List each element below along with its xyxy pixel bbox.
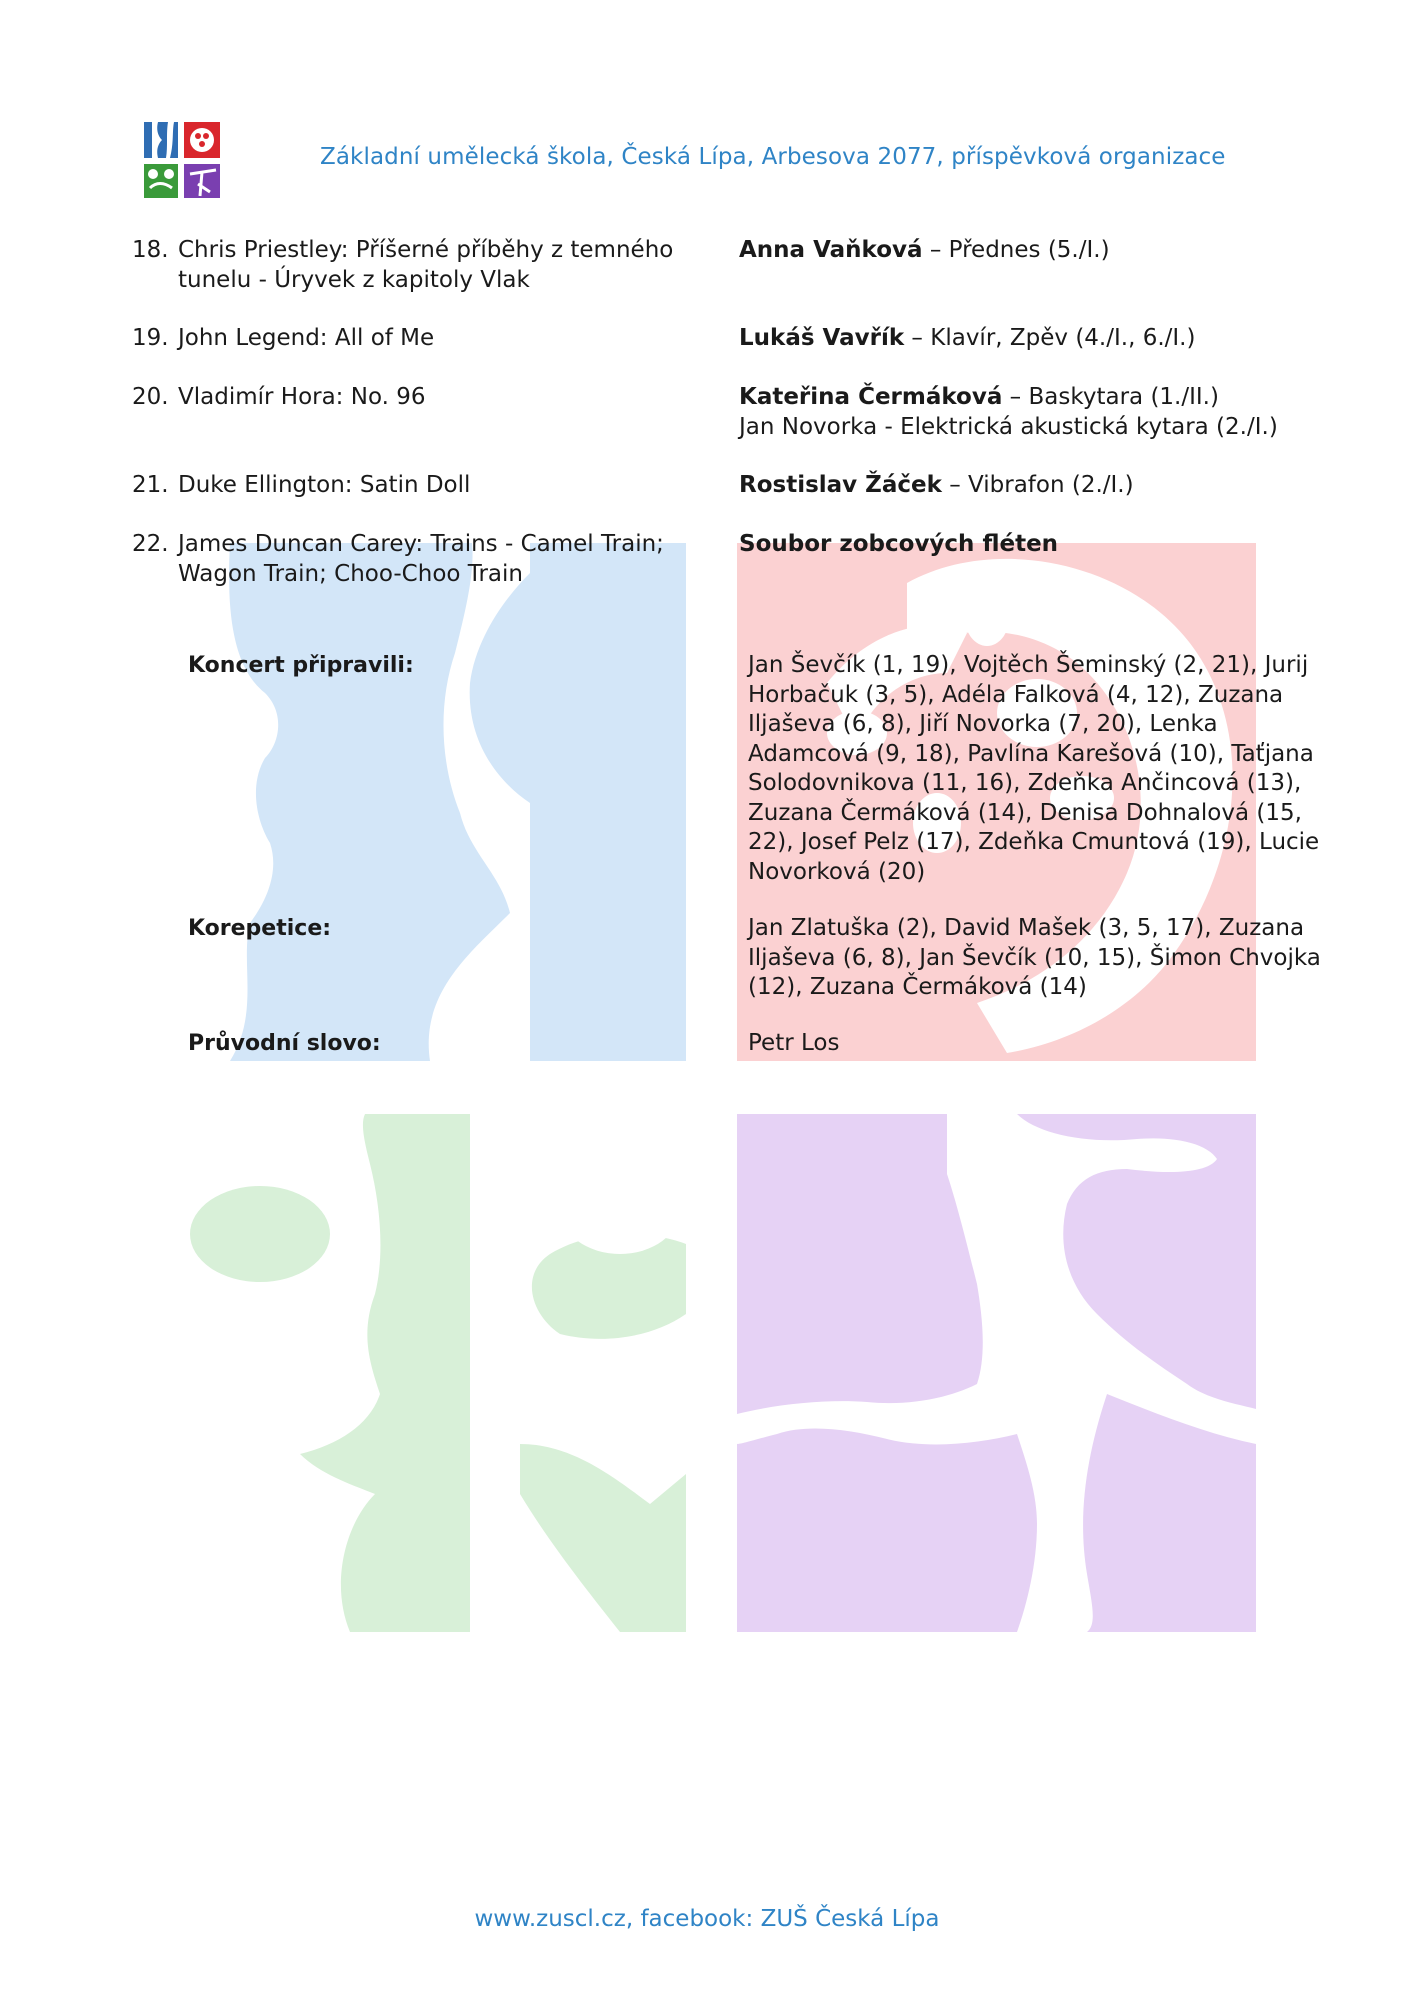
performer-name: Rostislav Žáček xyxy=(739,472,942,498)
page-footer: www.zuscl.cz, facebook: ZUŠ Česká Lípa xyxy=(474,1906,940,1932)
theatre-masks-icon xyxy=(170,1114,686,1632)
performer-name: Lukáš Vavřík xyxy=(739,325,905,351)
watermark-dancer xyxy=(737,1114,1256,1632)
credit-value-prepared: Jan Ševčík (1, 19), Vojtěch Šeminský (2, 21), Jurij Horbačuk (3, 5), Adéla Falková (4, 12), Zuzana Iljaševa (6, 8), Jiří Novorka (7, 20), Lenka Adamcová (9, 18), Pavlína Karešová (10), Taťjana Solodovnikova (11, 16), Zdeňka Ančincová (13), Zuzana Čermáková (14), Denisa Dohnalová (15, 22), Josef Pelz (17), Zdeňka Cmuntová (19), Lucie Novorková (20) xyxy=(748,652,1320,885)
performer-detail: – Vibrafon (2./I.) xyxy=(941,472,1134,498)
dancer-icon xyxy=(737,1114,1256,1632)
piece-title: Vladimír Hora: No. 96 xyxy=(178,384,426,410)
piece-title: James Duncan Carey: Trains - Camel Train; Wagon Train; Choo-Choo Train xyxy=(178,531,664,587)
credit-label-prepared: Koncert připravili: xyxy=(188,653,414,678)
school-logo-icon xyxy=(140,118,224,202)
item-number: 18. xyxy=(132,237,169,263)
piece-title: Chris Priestley: Příšerné příběhy z temného tunelu - Úryvek z kapitoly Vlak xyxy=(178,237,674,293)
item-number: 21. xyxy=(132,472,169,498)
music-silhouette-icon xyxy=(170,543,686,1061)
performer xyxy=(739,470,1299,500)
performer xyxy=(739,529,1299,559)
piece-title: Duke Ellington: Satin Doll xyxy=(178,472,471,498)
performer-name: Kateřina Čermáková xyxy=(739,384,1003,410)
credit-value-slovo: Petr Los xyxy=(748,1030,840,1056)
performer-name: Soubor zobcových fléten xyxy=(739,531,1059,557)
performer-detail: – Přednes (5./I.) xyxy=(922,237,1110,263)
credit-label-slovo: Průvodní slovo: xyxy=(188,1031,381,1056)
performer-detail: – Baskytara (1./II.) xyxy=(1002,384,1219,410)
credit-value-korepetice: Jan Zlatuška (2), David Mašek (3, 5, 17), Zuzana Iljaševa (6, 8), Jan Ševčík (10, 15), Šimon Chvojka (12), Zuzana Čermáková (14) xyxy=(748,915,1321,1000)
performer xyxy=(739,235,1299,265)
performer xyxy=(739,382,1299,442)
item-number: 22. xyxy=(132,531,169,557)
performer-extra: Jan Novorka - Elektrická akustická kytara (2./I.) xyxy=(739,414,1278,440)
school-logo xyxy=(140,118,224,202)
piece-title: John Legend: All of Me xyxy=(178,325,435,351)
item-number: 19. xyxy=(132,325,169,351)
performer-detail: – Klavír, Zpěv (4./I., 6./I.) xyxy=(904,325,1196,351)
watermark-music-silhouette xyxy=(170,543,686,1061)
credit-label-korepetice: Korepetice: xyxy=(188,916,332,941)
watermark-theatre-masks xyxy=(170,1114,686,1632)
performer xyxy=(739,323,1299,353)
item-number: 20. xyxy=(132,384,169,410)
performer-name: Anna Vaňková xyxy=(739,237,923,263)
page-header: Základní umělecká škola, Česká Lípa, Arbesova 2077, příspěvková organizace xyxy=(320,144,1226,170)
